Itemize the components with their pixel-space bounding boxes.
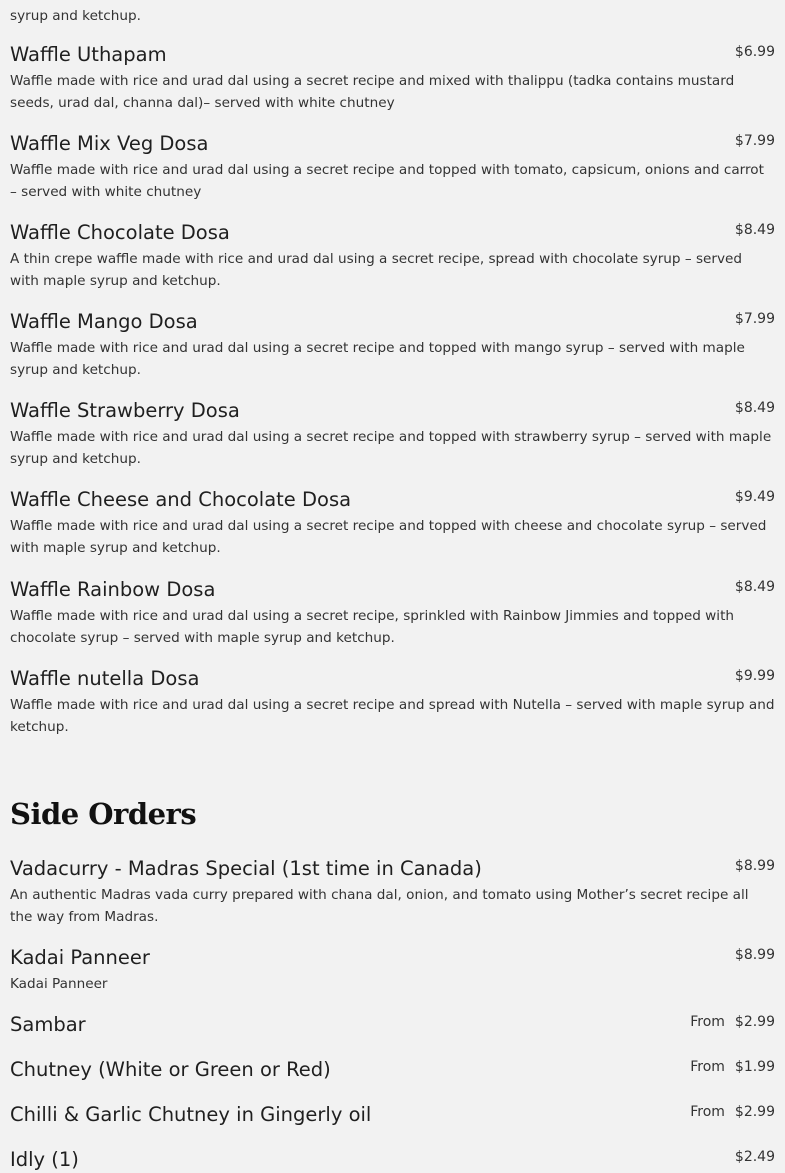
price-from-label: From [690, 1014, 725, 1030]
item-price: $8.49 [734, 579, 775, 595]
item-description: Waffle made with rice and urad dal using a secret recipe and spread with Nutella – served with maple syrup and ketchup. [10, 697, 775, 735]
item-price: $6.99 [734, 44, 775, 60]
item-price: $7.99 [734, 311, 775, 327]
item-description: Waffle made with rice and urad dal using a secret recipe and topped with cheese and chocolate syrup – served with maple syrup and ketchup. [10, 518, 767, 556]
item-description: Waffle made with rice and urad dal using a secret recipe and topped with tomato, capsicum, onions and carrot – served with white chutney [10, 162, 764, 200]
item-price: $2.49 [734, 1149, 775, 1165]
item-name: Waffle Cheese and Chocolate Dosa [10, 488, 352, 511]
item-price: $8.49 [734, 400, 775, 416]
item-name: Waffle Rainbow Dosa [10, 578, 216, 601]
item-description: Waffle made with rice and urad dal using a secret recipe, sprinkled with Rainbow Jimmies and topped with chocolate syrup – served with maple syrup and ketchup. [10, 608, 735, 646]
price-value: $2.99 [734, 1014, 775, 1030]
item-price: $7.99 [734, 133, 775, 149]
item-name: Kadai Panneer [10, 946, 150, 969]
item-name: Waffle Mix Veg Dosa [10, 132, 209, 155]
menu-item[interactable] [10, 131, 775, 203]
item-price: $8.99 [734, 947, 775, 963]
item-price [690, 1012, 775, 1032]
item-description: Kadai Panneer [10, 976, 108, 992]
item-name: Waffle Mango Dosa [10, 310, 198, 333]
item-price: $8.99 [734, 858, 775, 874]
item-name: Chutney (White or Green or Red) [10, 1058, 331, 1081]
menu-item[interactable] [10, 666, 775, 738]
item-description: A thin crepe waffle made with rice and urad dal using a secret recipe, spread with chocolate syrup – served with maple syrup and ketchup. [10, 251, 743, 289]
item-name: Chilli & Garlic Chutney in Gingerly oil [10, 1103, 372, 1126]
price-value: $1.99 [734, 1059, 775, 1075]
menu-item[interactable] [10, 309, 775, 381]
menu-item[interactable] [10, 945, 775, 995]
menu-item[interactable] [10, 577, 775, 649]
item-name: Sambar [10, 1013, 86, 1036]
item-name: Vadacurry - Madras Special (1st time in Canada) [10, 857, 482, 880]
item-description-fragment: syrup and ketchup. [10, 8, 141, 24]
item-name: Waffle Uthapam [10, 43, 167, 66]
menu-item[interactable] [10, 42, 775, 114]
item-price [690, 1102, 775, 1122]
price-from-label: From [690, 1104, 725, 1120]
menu-item[interactable] [10, 856, 775, 928]
item-name: Waffle Strawberry Dosa [10, 399, 240, 422]
section-title-side-orders: Side Orders [10, 797, 197, 831]
price-value: $2.99 [734, 1104, 775, 1120]
item-price: $8.49 [734, 222, 775, 238]
menu-item[interactable] [10, 1147, 775, 1173]
item-description: An authentic Madras vada curry prepared with chana dal, onion, and tomato using Mother’s secret recipe all the way from Madras. [10, 887, 749, 925]
menu-item[interactable] [10, 398, 775, 470]
item-name: Waffle Chocolate Dosa [10, 221, 230, 244]
item-name: Idly (1) [10, 1148, 79, 1171]
menu-item[interactable] [10, 1012, 775, 1038]
item-price: $9.49 [734, 489, 775, 505]
menu-item[interactable] [10, 1057, 775, 1083]
item-price: $9.99 [734, 668, 775, 684]
item-name: Waffle nutella Dosa [10, 667, 200, 690]
item-description: Waffle made with rice and urad dal using a secret recipe and topped with mango syrup – served with maple syrup and ketchup. [10, 340, 745, 378]
item-price [690, 1057, 775, 1077]
item-description: Waffle made with rice and urad dal using a secret recipe and topped with strawberry syrup – served with maple syrup and ketchup. [10, 429, 772, 467]
item-description: Waffle made with rice and urad dal using a secret recipe and mixed with thalippu (tadka contains mustard seeds, urad dal, channa dal)– served with white chutney [10, 73, 735, 111]
price-from-label: From [690, 1059, 725, 1075]
menu-item[interactable] [10, 487, 775, 559]
menu-item[interactable] [10, 1102, 775, 1128]
menu-item[interactable] [10, 220, 775, 292]
